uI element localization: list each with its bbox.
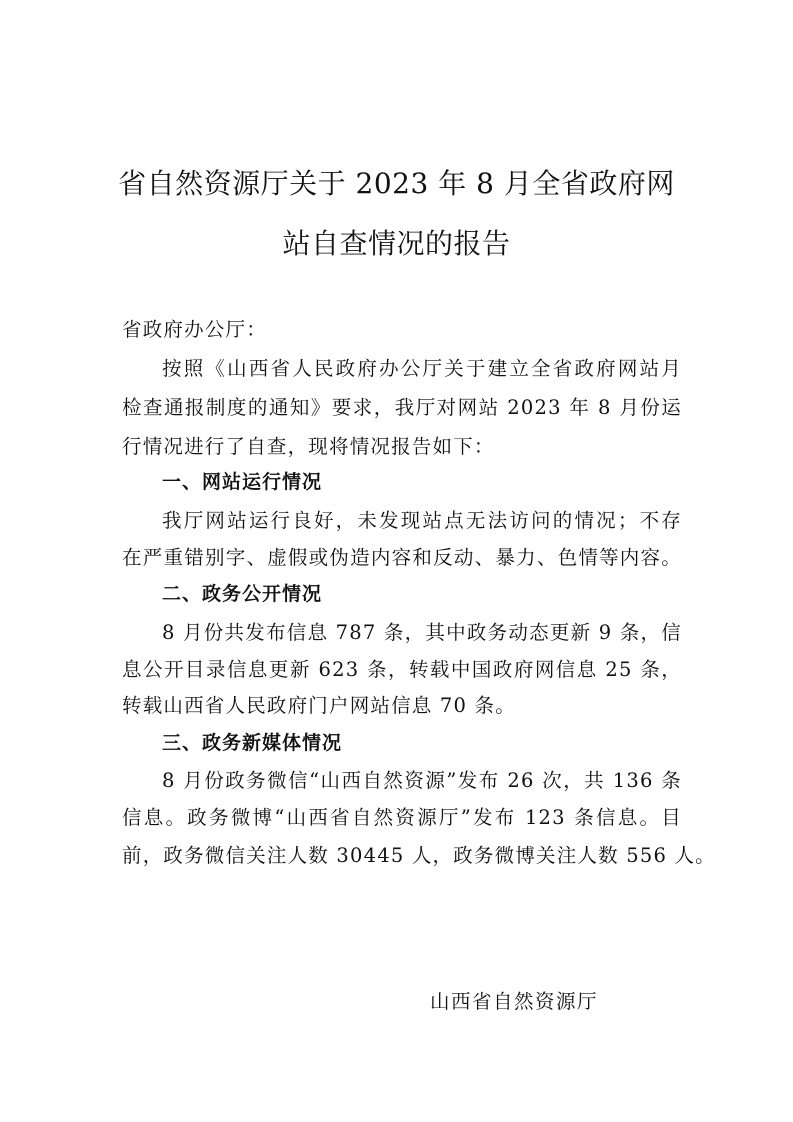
- document-title-line-1: 省自然资源厅关于 2023 年 8 月全省政府网: [118, 167, 675, 200]
- section-1-line-2: 在严重错别字、虚假或伪造内容和反动、暴力、色情等内容。: [122, 546, 682, 569]
- section-2-line-2: 息公开目录信息更新 623 条，转载中国政府网信息 25 条，: [122, 658, 682, 681]
- intro-line-1: 按照《山西省人民政府办公厅关于建立全省政府网站月: [162, 357, 682, 380]
- document-title-line-2: 站自查情况的报告: [282, 227, 511, 260]
- section-2-line-1: 8 月份共发布信息 787 条，其中政务动态更新 9 条，信: [162, 621, 682, 644]
- section-heading-3: 三、政务新媒体情况: [162, 732, 343, 754]
- section-2-line-3: 转载山西省人民政府门户网站信息 70 条。: [122, 694, 516, 717]
- salutation: 省政府办公厅：: [122, 318, 267, 341]
- section-3-line-2: 信息。政务微博“山西省自然资源厅”发布 123 条信息。目: [122, 806, 682, 829]
- intro-line-2: 检查通报制度的通知》要求，我厅对网站 2023 年 8 月份运: [122, 396, 682, 419]
- section-3-line-1: 8 月份政务微信“山西自然资源”发布 26 次，共 136 条: [162, 769, 682, 792]
- section-heading-1: 一、网站运行情况: [162, 471, 323, 493]
- section-heading-2: 二、政务公开情况: [162, 583, 323, 605]
- signature-organization: 山西省自然资源厅: [430, 990, 599, 1013]
- intro-line-3: 行情况进行了自查，现将情况报告如下：: [122, 435, 495, 458]
- section-3-line-3: 前，政务微信关注人数 30445 人，政务微博关注人数 556 人。: [122, 844, 716, 867]
- section-1-line-1: 我厅网站运行良好，未发现站点无法访问的情况；不存: [162, 509, 682, 532]
